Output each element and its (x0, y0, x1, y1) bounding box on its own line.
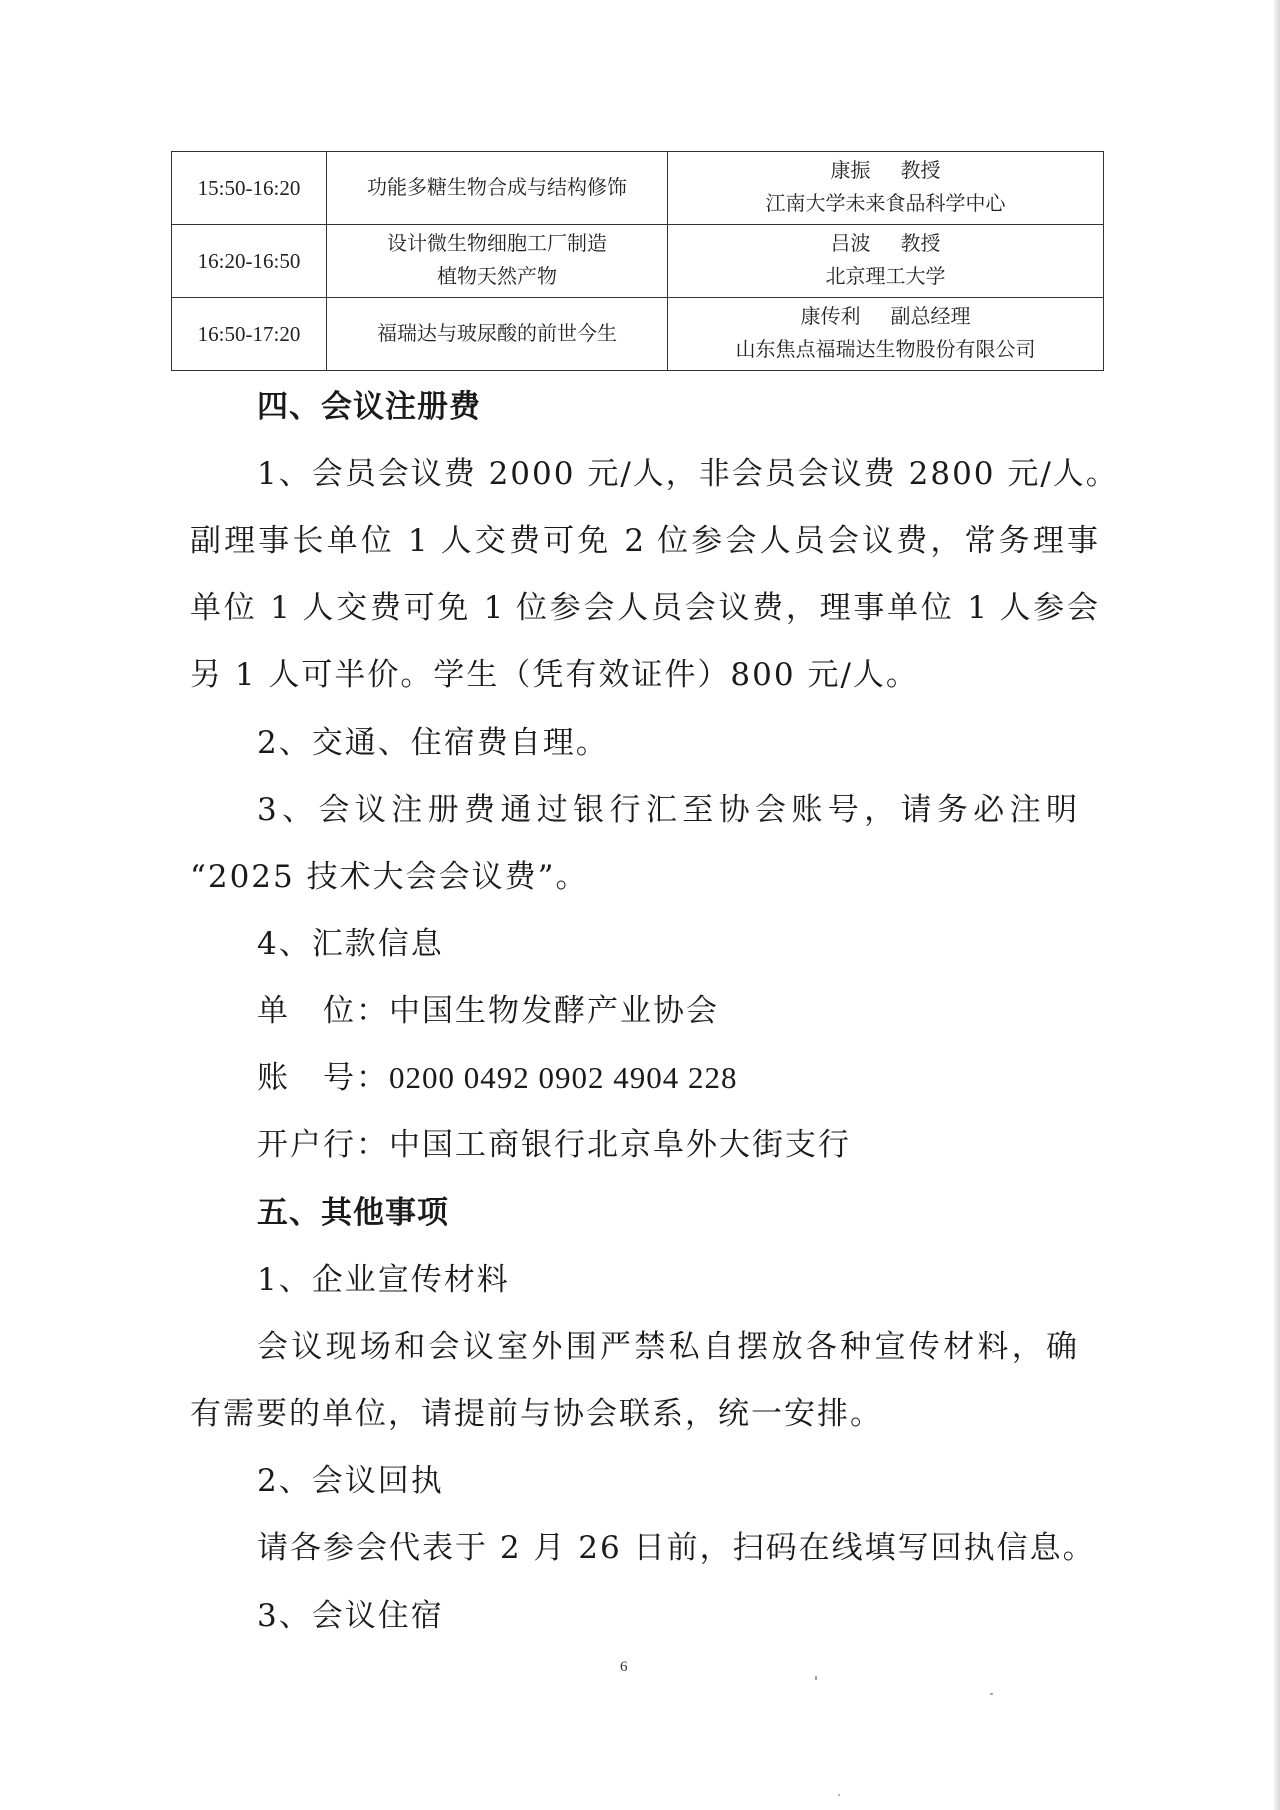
scan-speck (838, 1794, 840, 1796)
account-value: 0200 0492 0902 4904 228 (389, 1060, 738, 1095)
paragraph-fee-line-4: 另 1 人可半价。学生（凭有效证件）800 元/人。 (190, 657, 919, 693)
topic-text: 设计微生物细胞工厂制造 (387, 233, 607, 255)
session-time: 15:50-16:20 (172, 152, 327, 225)
remittance-bank (257, 1125, 851, 1165)
session-topic (327, 152, 668, 225)
table-row (172, 225, 1104, 298)
item-receipt: 2、会议回执 (257, 1463, 444, 1499)
paragraph-remittance-info: 4、汇款信息 (257, 926, 444, 962)
session-speaker (668, 225, 1104, 298)
speaker-title: 副总经理 (890, 306, 971, 328)
speaker-org: 江南大学未来食品科学中心 (765, 193, 1006, 215)
speaker-name: 吕波 (830, 233, 871, 255)
page-number: 6 (620, 1659, 628, 1675)
topic-text: 福瑞达与玻尿酸的前世今生 (377, 322, 617, 345)
unit-value: 中国生物发酵产业协会 (389, 993, 719, 1029)
paragraph-fee-line-3: 单位 1 人交费可免 1 位参会人员会议费，理事单位 1 人参会 (190, 590, 1098, 626)
speaker-name: 康振 (830, 160, 871, 182)
remittance-account (257, 1058, 738, 1098)
scan-edge (1274, 0, 1280, 1810)
session-time: 16:20-16:50 (172, 225, 327, 298)
session-topic (327, 225, 668, 298)
section-heading-registration-fee: 四、会议注册费 (257, 389, 481, 425)
paragraph-fee-line-1: 1、会员会议费 2000 元/人，非会员会议费 2800 元/人。 (257, 456, 1119, 492)
bank-label: 开户行： (257, 1127, 389, 1163)
topic-text-line2: 植物天然产物 (437, 266, 557, 288)
account-label: 账 号： (257, 1060, 389, 1096)
scan-speck (990, 1693, 993, 1695)
item-promo-materials: 1、企业宣传材料 (257, 1262, 510, 1298)
session-speaker (668, 152, 1104, 225)
speaker-title: 教授 (900, 160, 941, 182)
bank-value: 中国工商银行北京阜外大街支行 (389, 1127, 851, 1163)
receipt-text: 请各参会代表于 2 月 26 日前，扫码在线填写回执信息。 (257, 1530, 1096, 1566)
section-heading-other-matters: 五、其他事项 (257, 1195, 449, 1231)
promo-text-line-2: 有需要的单位，请提前与协会联系，统一安排。 (190, 1396, 883, 1432)
item-accommodation: 3、会议住宿 (257, 1598, 444, 1634)
paragraph-payment-line-1: 3、会议注册费通过银行汇至协会账号，请务必注明 (257, 792, 1077, 828)
unit-label: 单 位： (257, 993, 389, 1029)
session-speaker (668, 298, 1104, 371)
speaker-title: 教授 (900, 233, 941, 255)
speaker-name: 康传利 (800, 306, 861, 328)
paragraph-transport: 2、交通、住宿费自理。 (257, 725, 609, 761)
table-row (172, 152, 1104, 225)
speaker-org: 北京理工大学 (825, 266, 946, 288)
promo-text-line-1: 会议现场和会议室外围严禁私自摆放各种宣传材料，确 (257, 1329, 1077, 1365)
scan-speck (815, 1676, 817, 1680)
remittance-unit (257, 991, 719, 1031)
session-topic (327, 298, 668, 371)
speaker-org: 山东焦点福瑞达生物股份有限公司 (735, 339, 1036, 361)
schedule-table (171, 151, 1104, 371)
session-time: 16:50-17:20 (172, 298, 327, 371)
paragraph-fee-line-2: 副理事长单位 1 人交费可免 2 位参会人员会议费，常务理事 (190, 523, 1098, 559)
paragraph-payment-line-2: “2025 技术大会会议费”。 (190, 859, 589, 895)
table-row (172, 298, 1104, 371)
topic-text: 功能多糖生物合成与结构修饰 (367, 176, 627, 199)
